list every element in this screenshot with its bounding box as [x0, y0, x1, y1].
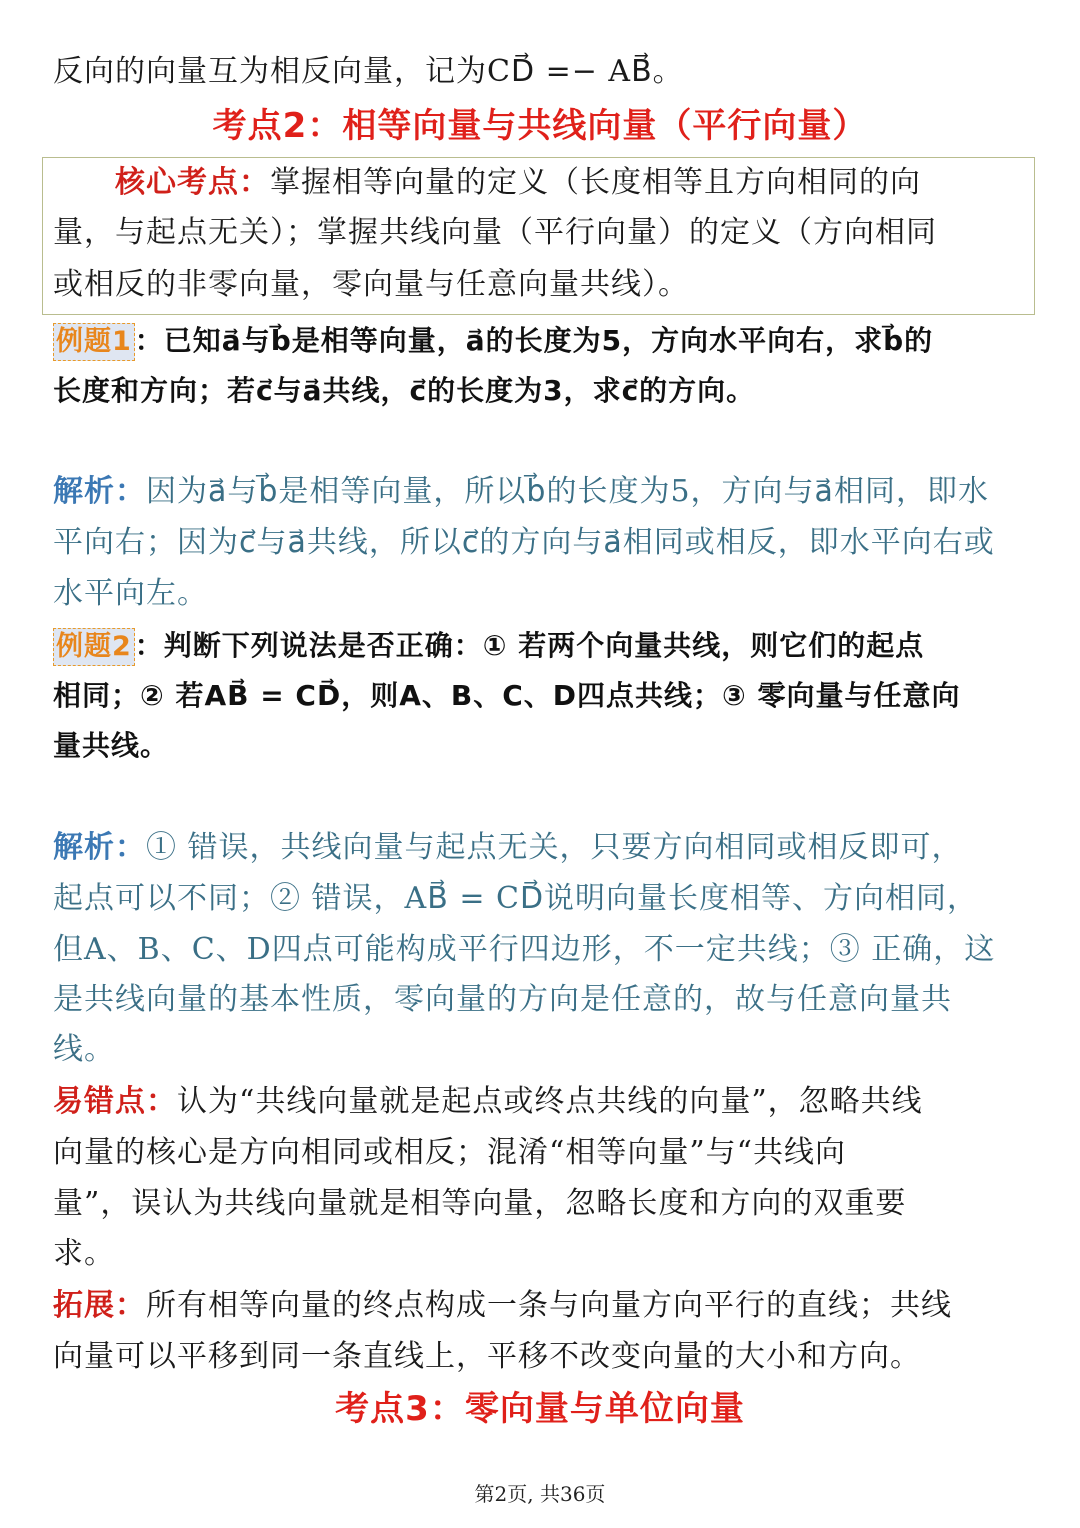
core-line-2: 量，与起点无关）；掌握共线向量（平行向量）的定义（方向相同 [53, 215, 937, 250]
example-1-tag: 例题1 [53, 323, 135, 361]
section-2-heading: 考点2：相等向量与共线向量（平行向量） [212, 106, 868, 146]
pitfall-line-2: 向量的核心是方向相同或相反；混淆“相等向量”与“共线向 [53, 1135, 847, 1170]
extension-line-1 [53, 1281, 1040, 1331]
solution-2-line-2: 起点可以不同；② 错误，AB⃗ = CD⃗说明向量长度相等、方向相同， [53, 881, 979, 916]
extension-label: 拓展： [53, 1288, 146, 1323]
section-3-heading: 考点3：零向量与单位向量 [335, 1389, 745, 1429]
example-1-text-1: ：已知a⃗与b⃗是相等向量，a⃗的长度为5，方向水平向右，求b⃗的 [134, 324, 934, 357]
core-text-1: 掌握相等向量的定义（长度相等且方向相同的向 [270, 165, 921, 200]
solution-1-line-2: 平向右；因为c⃗与a⃗共线，所以c⃗的方向与a⃗相同或相反，即水平向右或 [53, 525, 995, 560]
extension-text-1: 所有相等向量的终点构成一条与向量方向平行的直线；共线 [146, 1288, 952, 1323]
example-2-line-1 [53, 621, 1040, 671]
example-2-line-2: 相同；② 若AB⃗ = CD⃗，则A、B、C、D四点共线；③ 零向量与任意向 [53, 679, 961, 712]
page-footer: 第2页, 共36页 [474, 1482, 606, 1506]
pitfall-label: 易错点： [53, 1084, 177, 1119]
example-2-tag: 例题2 [53, 628, 135, 666]
solution-1-line-3: 水平向左。 [53, 576, 208, 611]
solution-1-label: 解析： [53, 474, 146, 509]
example-1-line-1 [53, 316, 1040, 366]
intro-line: 反向的向量互为相反向量，记为CD⃗ =− AB⃗。 [53, 54, 684, 89]
pitfall-line-1 [53, 1077, 1040, 1127]
solution-2-line-3: 但A、B、C、D四点可能构成平行四边形，不一定共线；③ 正确，这 [53, 932, 996, 967]
example-1-line-2: 长度和方向；若c⃗与a⃗共线，c⃗的长度为3，求c⃗的方向。 [53, 374, 756, 407]
core-line-1 [53, 158, 1040, 208]
solution-2-text-1: ① 错误，共线向量与起点无关，只要方向相同或相反即可， [146, 830, 963, 865]
solution-2-label: 解析： [53, 830, 146, 865]
pitfall-text-1: 认为“共线向量就是起点或终点共线的向量”，忽略共线 [177, 1084, 923, 1119]
core-line-3: 或相反的非零向量，零向量与任意向量共线）。 [53, 267, 689, 302]
solution-2-line-5: 线。 [53, 1032, 115, 1067]
pitfall-line-3: 量”，误认为共线向量就是相等向量，忽略长度和方向的双重要 [53, 1186, 907, 1221]
solution-1-line-1 [53, 467, 1040, 517]
core-label: 核心考点： [115, 165, 270, 200]
solution-1-text-1: 因为a⃗与b⃗是相等向量，所以b⃗的长度为5，方向与a⃗相同，即水 [146, 474, 989, 509]
example-2-line-3: 量共线。 [53, 729, 170, 762]
extension-line-2: 向量可以平移到同一条直线上，平移不改变向量的大小和方向。 [53, 1339, 921, 1374]
solution-2-line-1 [53, 823, 1040, 873]
solution-2-line-4: 是共线向量的基本性质，零向量的方向是任意的，故与任意向量共 [53, 982, 952, 1017]
pitfall-line-4: 求。 [53, 1236, 115, 1271]
example-2-text-1: ：判断下列说法是否正确：① 若两个向量共线，则它们的起点 [134, 629, 925, 662]
